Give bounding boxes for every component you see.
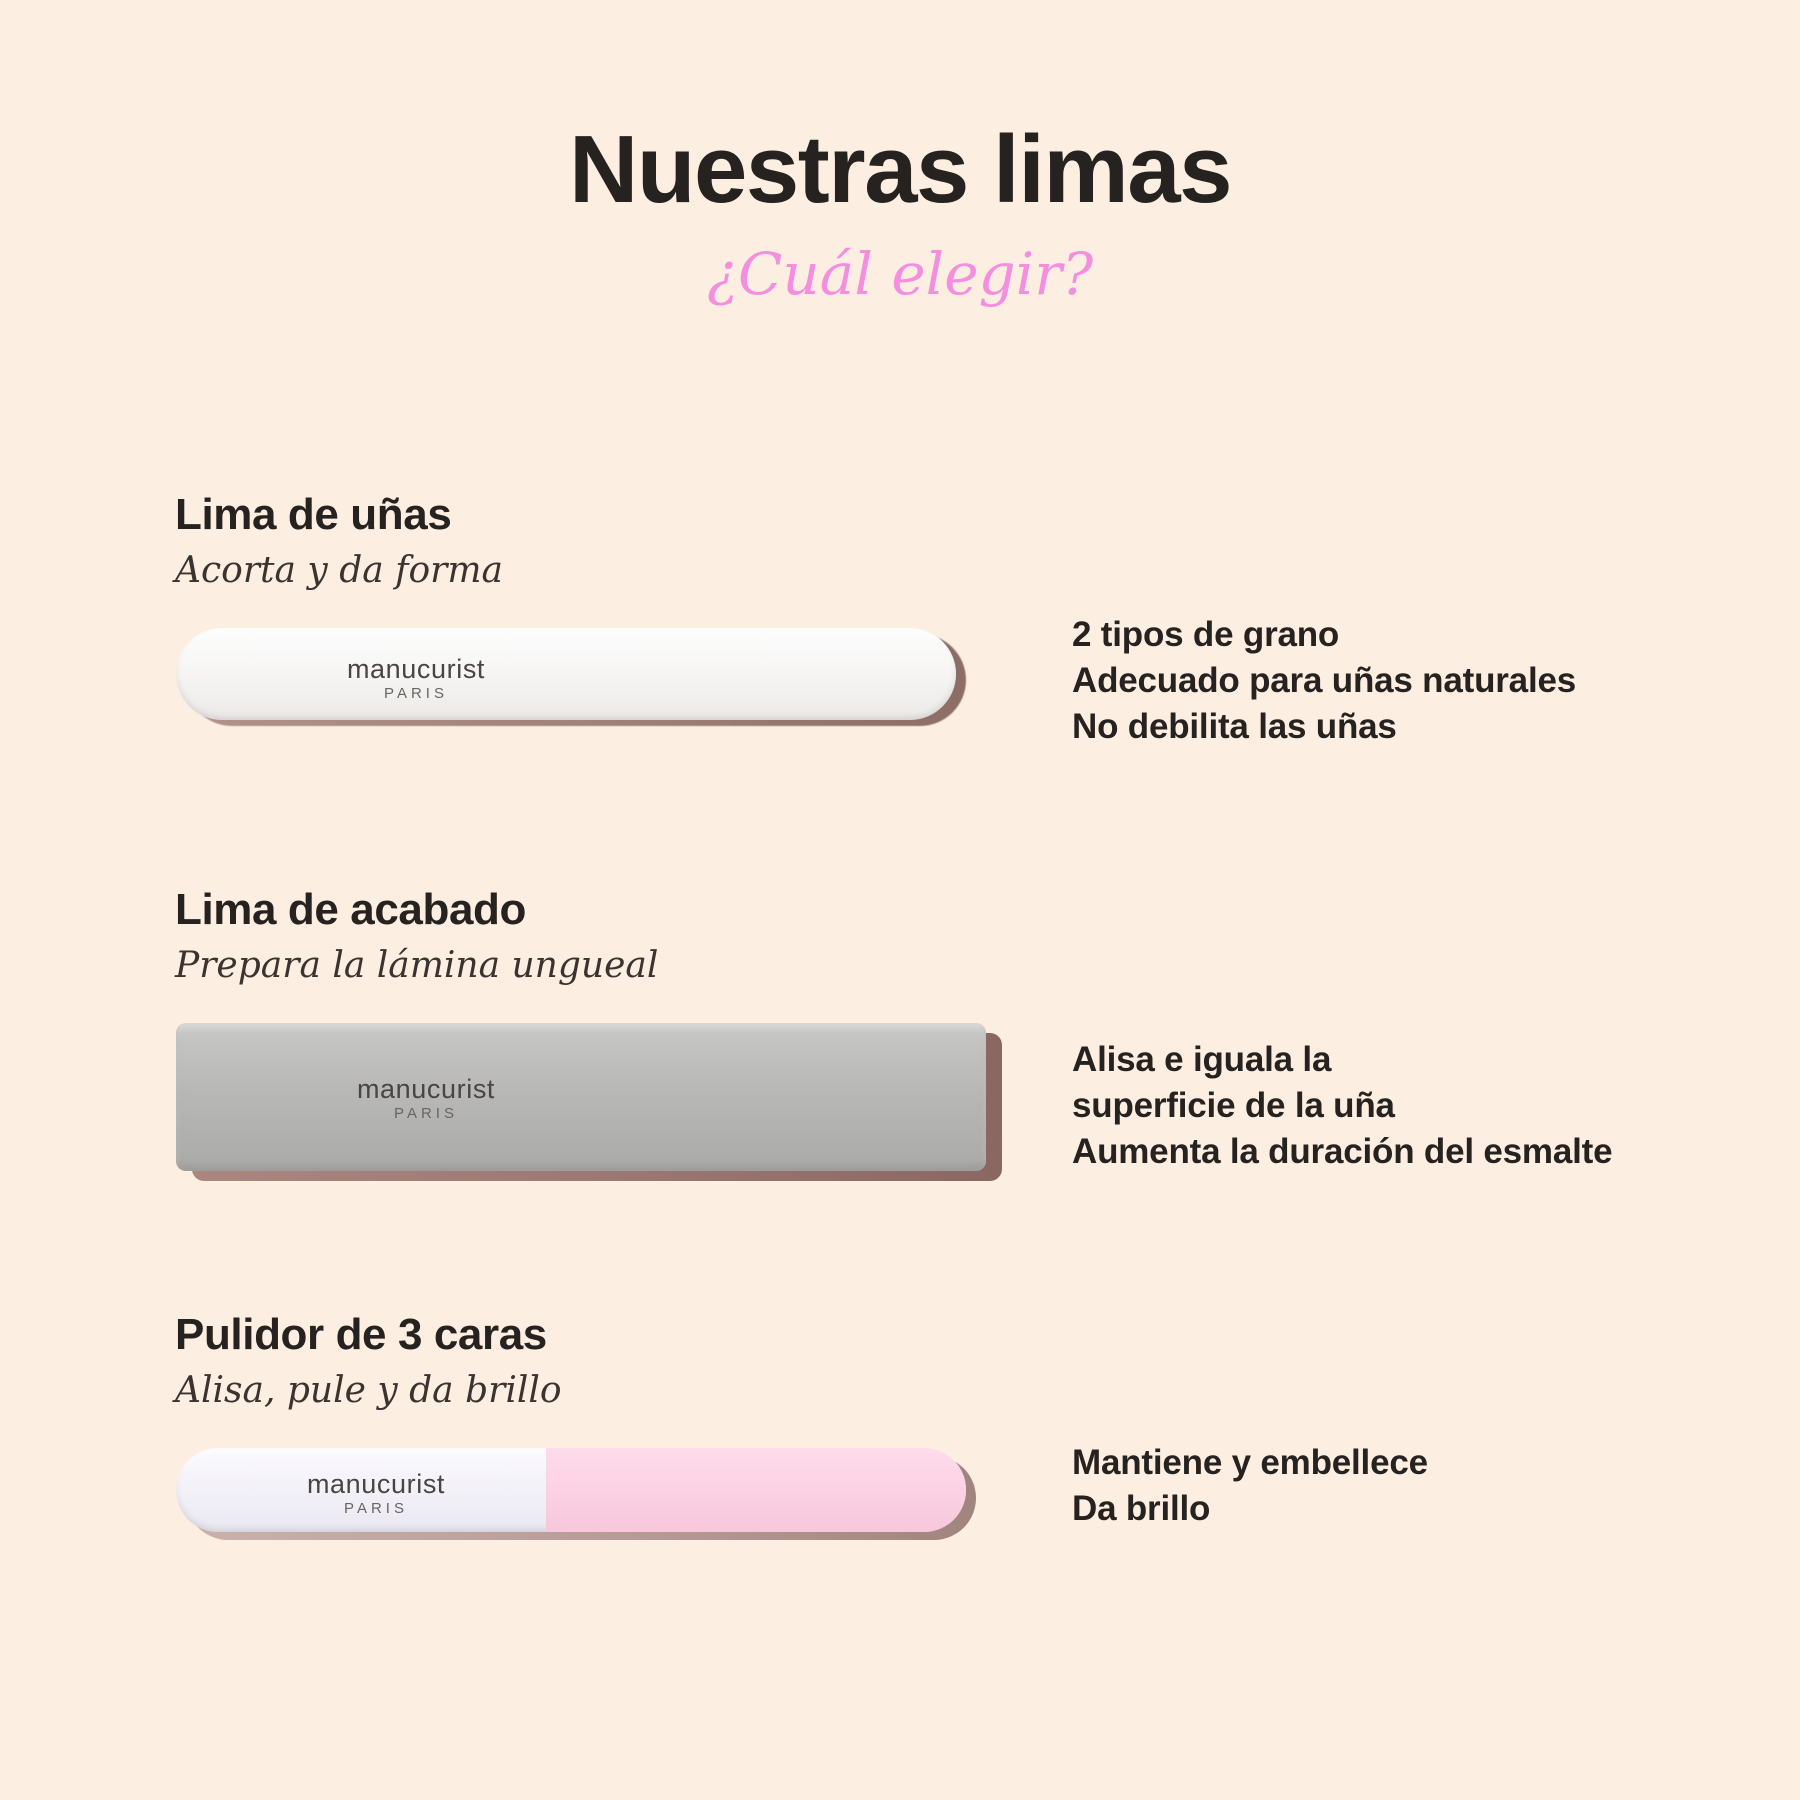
file-body — [176, 1023, 986, 1171]
benefit-list-finishing-file — [1072, 1037, 1612, 1176]
benefit-item: Mantiene y embellece — [1072, 1442, 1428, 1482]
brand-name: manucurist — [306, 1468, 446, 1499]
file-pink-side — [546, 1448, 966, 1532]
benefit-item: No debilita las uñas — [1072, 707, 1397, 747]
brand-name: manucurist — [346, 653, 486, 684]
benefit-item: superficie de la uña — [1072, 1085, 1395, 1125]
benefit-item: Aumenta la duración del esmalte — [1072, 1132, 1613, 1172]
benefit-item: Da brillo — [1072, 1488, 1211, 1528]
page-subtitle: ¿Cuál elegir? — [706, 239, 1094, 308]
section-heading — [0, 1310, 1800, 1412]
section-body — [0, 1023, 1800, 1213]
file-body — [176, 628, 956, 720]
section-subtitle: Prepara la lámina ungueal — [175, 944, 659, 986]
benefit-list-three-way-polisher — [1072, 1440, 1428, 1532]
page-header — [0, 0, 1800, 307]
section-subtitle: Alisa, pule y da brillo — [175, 1369, 562, 1411]
section-subtitle: Acorta y da forma — [175, 549, 503, 591]
file-body — [176, 1448, 966, 1532]
product-image-finishing-file — [0, 1023, 1040, 1193]
section-title: Lima de uñas — [175, 490, 452, 539]
benefit-list-nail-file — [1072, 612, 1576, 751]
section-title: Pulidor de 3 caras — [175, 1310, 547, 1359]
product-section-three-way-polisher — [0, 1310, 1800, 1588]
brand-sub: PARIS — [384, 685, 448, 703]
section-heading — [0, 490, 1800, 592]
product-section-nail-file — [0, 490, 1800, 768]
section-body — [0, 614, 1800, 768]
brand-sub: PARIS — [344, 1500, 408, 1518]
brand-name: manucurist — [356, 1073, 496, 1104]
section-heading — [0, 885, 1800, 987]
product-section-finishing-file — [0, 885, 1800, 1213]
brand-sub: PARIS — [394, 1105, 458, 1123]
product-image-nail-file — [0, 628, 1000, 738]
product-image-three-way-polisher — [0, 1448, 1000, 1548]
page-title: Nuestras limas — [568, 116, 1231, 223]
benefit-item: 2 tipos de grano — [1072, 614, 1340, 654]
benefit-item: Alisa e iguala la — [1072, 1039, 1332, 1079]
section-title: Lima de acabado — [175, 885, 527, 934]
benefit-item: Adecuado para uñas naturales — [1072, 660, 1577, 700]
section-body — [0, 1442, 1800, 1588]
